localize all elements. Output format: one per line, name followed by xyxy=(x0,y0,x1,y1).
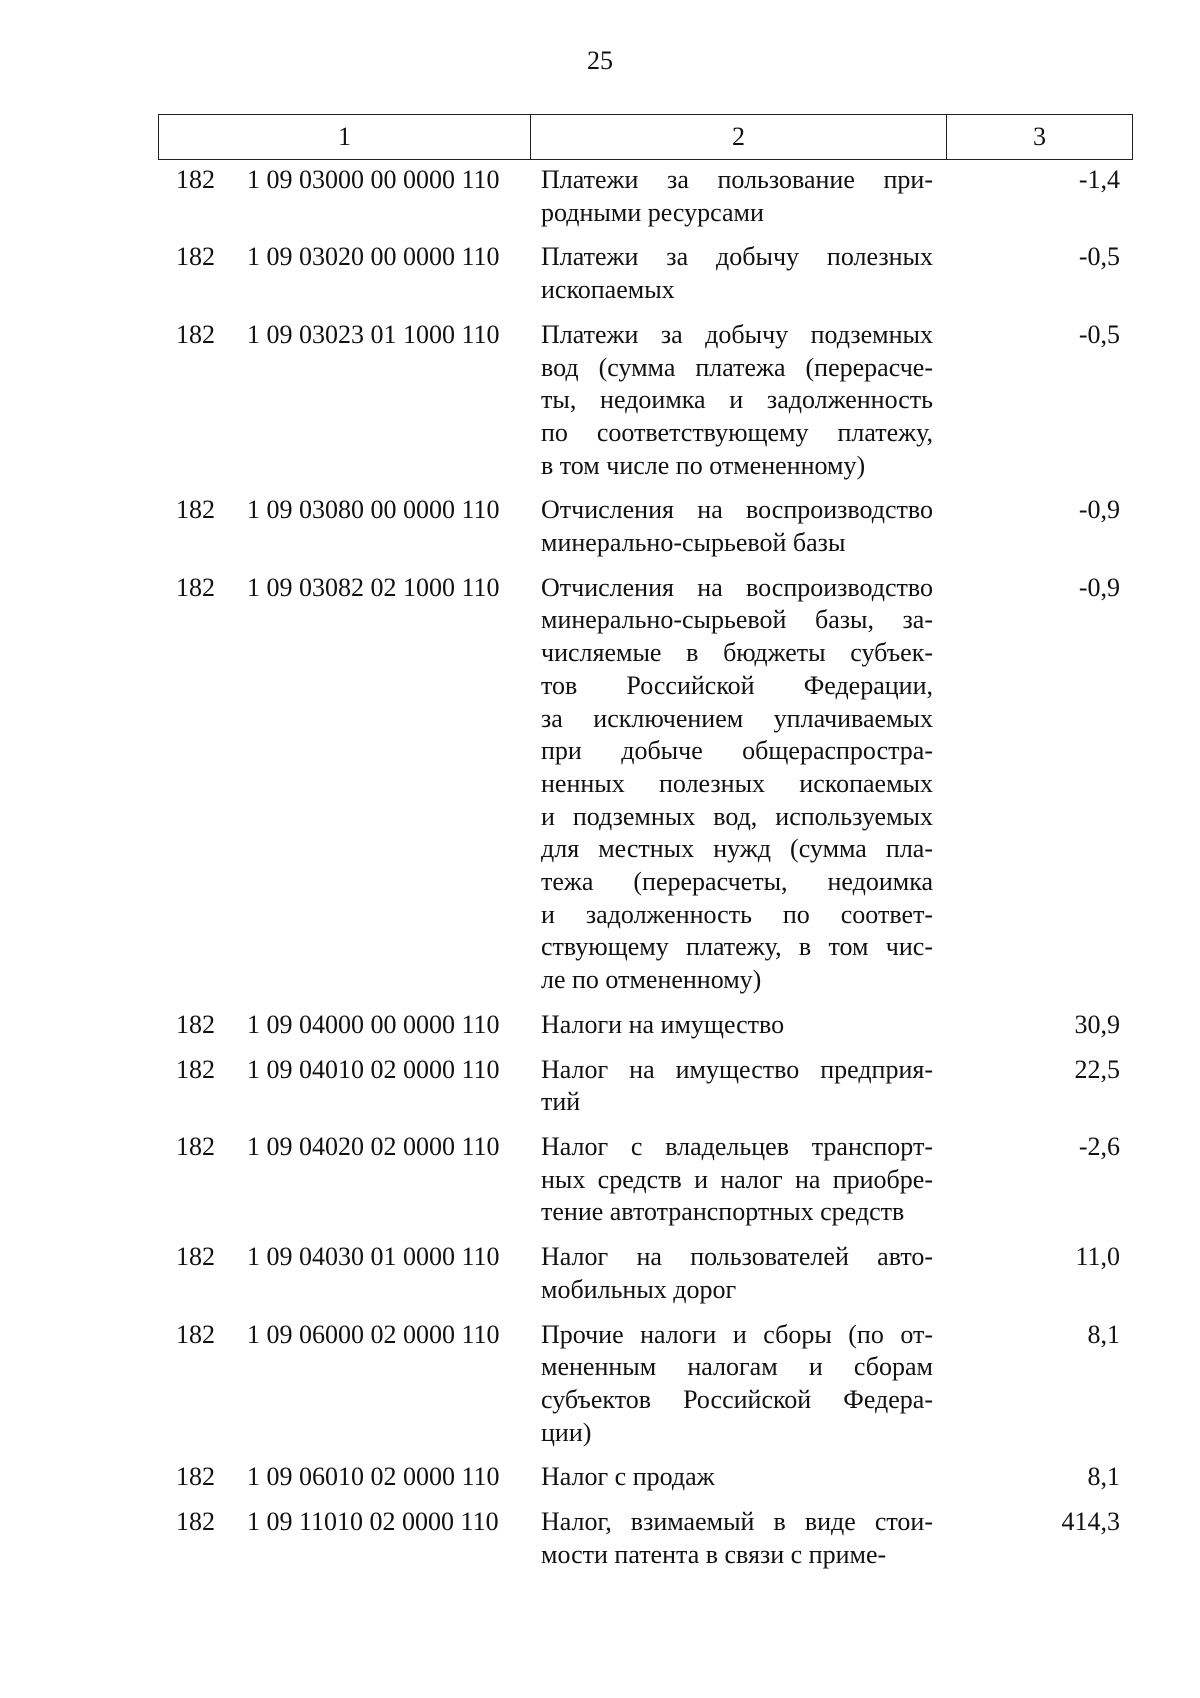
income-name-line: мости патента в связи с приме- xyxy=(541,1539,887,1569)
budget-classification-code: 1 09 06000 02 0000 110 xyxy=(247,1319,500,1349)
income-name-line: тий xyxy=(541,1087,581,1117)
amount-value: 11,0 xyxy=(1075,1242,1120,1272)
table-row xyxy=(0,1461,1200,1494)
income-name xyxy=(541,1054,933,1119)
income-name-line: при добыче общераспростра- xyxy=(541,736,933,766)
header-col-3: 3 xyxy=(1033,122,1046,151)
income-name-line: Платежи за добычу подземных xyxy=(541,319,933,349)
admin-code: 182 xyxy=(176,1131,215,1161)
income-name xyxy=(541,241,933,306)
amount-value: -2,6 xyxy=(1078,1131,1120,1161)
amount-value: -0,5 xyxy=(1078,242,1120,272)
table-header xyxy=(158,114,1133,160)
amount-value: 8,1 xyxy=(1087,1319,1120,1349)
income-name xyxy=(541,1506,933,1571)
table-body xyxy=(0,164,1200,1583)
table-row xyxy=(0,164,1200,229)
budget-classification-code: 1 09 06010 02 0000 110 xyxy=(247,1462,500,1492)
budget-classification-code: 1 09 11010 02 0000 110 xyxy=(247,1507,499,1537)
income-name-line: Платежи за добычу полезных xyxy=(541,242,933,272)
income-name-line: Налог на имущество предприя- xyxy=(541,1054,933,1084)
admin-code: 182 xyxy=(176,242,215,272)
table-row xyxy=(0,1054,1200,1119)
table-row xyxy=(0,1241,1200,1306)
income-name xyxy=(541,494,933,559)
income-name xyxy=(541,1131,933,1229)
amount-value: 30,9 xyxy=(1074,1009,1120,1039)
income-name-line: тов Российской Федерации, xyxy=(541,670,933,700)
income-name-line: в том числе по отмененному) xyxy=(541,450,866,480)
income-name-line: тежа (перерасчеты, недоимка xyxy=(541,867,933,897)
admin-code: 182 xyxy=(176,319,215,349)
income-name-line: субъектов Российской Федера- xyxy=(541,1384,933,1414)
income-name-line: Платежи за пользование при- xyxy=(541,165,933,194)
budget-classification-code: 1 09 03000 00 0000 110 xyxy=(247,165,500,194)
income-name-line: ненных полезных ископаемых xyxy=(541,768,933,798)
admin-code: 182 xyxy=(176,572,215,602)
income-name xyxy=(541,1241,933,1306)
income-name-line: ных средств и налог на приобре- xyxy=(541,1164,933,1194)
income-name-line: мененным налогам и сборам xyxy=(541,1352,933,1382)
table-row xyxy=(0,1131,1200,1229)
income-name-line: Налоги на имущество xyxy=(541,1009,785,1039)
income-name-line: Отчисления на воспроизводство xyxy=(541,495,933,525)
income-name-line: за исключением уплачиваемых xyxy=(541,703,933,733)
income-name-line: Налог с продаж xyxy=(541,1462,715,1492)
admin-code: 182 xyxy=(176,165,215,194)
income-name-line: вод (сумма платежа (перерасче- xyxy=(541,352,933,382)
table-row xyxy=(0,241,1200,306)
admin-code: 182 xyxy=(176,1507,215,1537)
admin-code: 182 xyxy=(176,495,215,525)
income-name-line: родными ресурсами xyxy=(541,197,764,227)
income-name-line: Прочие налоги и сборы (по от- xyxy=(541,1319,933,1349)
header-col-1: 1 xyxy=(159,115,531,159)
budget-classification-code: 1 09 03082 02 1000 110 xyxy=(247,572,500,602)
income-name-line: ты, недоимка и задолженность xyxy=(541,385,933,415)
income-name-line: Налог на пользователей авто- xyxy=(541,1242,933,1272)
income-name-line: и задолженность по соответ- xyxy=(541,899,933,929)
amount-value: -0,9 xyxy=(1078,572,1120,602)
budget-classification-code: 1 09 04010 02 0000 110 xyxy=(247,1054,500,1084)
table-row xyxy=(0,572,1200,997)
table-row xyxy=(0,1506,1200,1571)
income-name-line: ции) xyxy=(541,1417,592,1447)
income-name-line: и подземных вод, используемых xyxy=(541,801,933,831)
table-row xyxy=(0,1009,1200,1042)
income-name xyxy=(541,1461,933,1494)
income-name-line: для местных нужд (сумма пла- xyxy=(541,834,933,864)
budget-classification-code: 1 09 04020 02 0000 110 xyxy=(247,1131,500,1161)
page-number: 25 xyxy=(587,46,613,75)
income-name-line: по соответствующему платежу, xyxy=(541,417,933,447)
amount-value: -1,4 xyxy=(1078,165,1120,194)
admin-code: 182 xyxy=(176,1319,215,1349)
budget-classification-code: 1 09 03080 00 0000 110 xyxy=(247,495,500,525)
amount-value: 22,5 xyxy=(1074,1054,1120,1084)
income-name xyxy=(541,572,933,997)
amount-value: 8,1 xyxy=(1087,1462,1120,1492)
income-name-line: Налог, взимаемый в виде стои- xyxy=(541,1507,933,1537)
amount-value: -0,9 xyxy=(1078,495,1120,525)
budget-classification-code: 1 09 03023 01 1000 110 xyxy=(247,319,500,349)
income-name-line: числяемые в бюджеты субъек- xyxy=(541,638,933,668)
budget-classification-code: 1 09 03020 00 0000 110 xyxy=(247,242,500,272)
income-name-line: Отчисления на воспроизводство xyxy=(541,572,933,602)
income-name-line: Налог с владельцев транспорт- xyxy=(541,1131,933,1161)
amount-value: -0,5 xyxy=(1078,319,1120,349)
admin-code: 182 xyxy=(176,1242,215,1272)
income-name xyxy=(541,1319,933,1450)
income-name-line: минерально-сырьевой базы, за- xyxy=(541,605,933,635)
income-name-line: тение автотранспортных средств xyxy=(541,1197,905,1227)
admin-code: 182 xyxy=(176,1054,215,1084)
header-col-2: 2 xyxy=(531,115,947,159)
income-name xyxy=(541,319,933,483)
admin-code: 182 xyxy=(176,1462,215,1492)
income-name-line: минерально-сырьевой базы xyxy=(541,528,846,558)
income-name-line: ископаемых xyxy=(541,275,675,305)
income-name xyxy=(541,164,933,229)
income-name xyxy=(541,1009,933,1042)
income-name-line: ствующему платежу, в том чис- xyxy=(541,932,933,962)
budget-classification-code: 1 09 04030 01 0000 110 xyxy=(247,1242,500,1272)
budget-classification-code: 1 09 04000 00 0000 110 xyxy=(247,1009,500,1039)
income-name-line: мобильных дорог xyxy=(541,1274,737,1304)
admin-code: 182 xyxy=(176,1009,215,1039)
table-row xyxy=(0,494,1200,559)
table-row xyxy=(0,1319,1200,1450)
amount-value: 414,3 xyxy=(1061,1507,1120,1537)
income-name-line: ле по отмененному) xyxy=(541,965,762,995)
table-row xyxy=(0,319,1200,483)
